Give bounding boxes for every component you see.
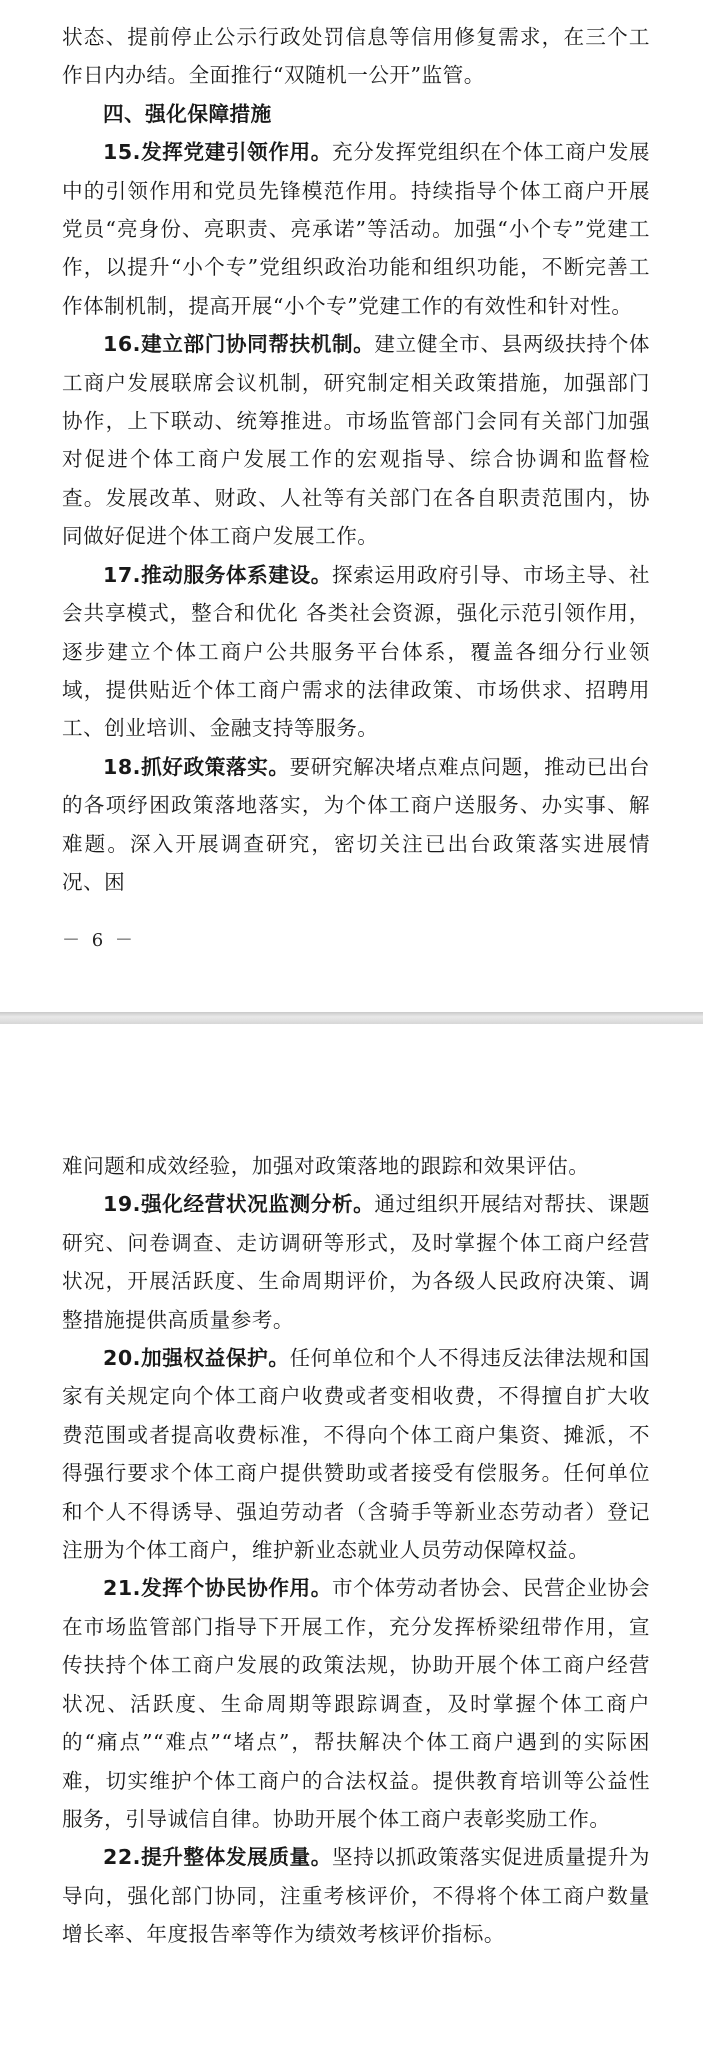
item-body: 通过组织开展结对帮扶、课题研究、问卷调查、走访调研等形式，及时掌握个体工商户经营状况，开展活跃度、生命周期评价，为各级人民政府决策、调整措施提供高质量参考。 bbox=[62, 1192, 651, 1332]
document-page-6 bbox=[0, 0, 703, 1012]
paragraph-item-16 bbox=[62, 325, 650, 555]
item-lead: 21.发挥个协民协作用。 bbox=[103, 1576, 332, 1601]
page-6-body bbox=[62, 18, 650, 901]
item-body: 要研究解决堵点难点问题，推动已出台的各项纾困政策落地落实，为个体工商户送服务、办实事、解难题。深入开展调查研究，密切关注已出台政策落实进展情况、困 bbox=[62, 754, 650, 894]
continuation-paragraph: 状态、提前停止公示行政处罚信息等信用修复需求，在三个工作日内办结。全面推行“双随机一公开”监管。 bbox=[62, 25, 650, 88]
item-body: 探索运用政府引导、市场主导、社会共享模式，整合和优化 各类社会资源，强化示范引领作用，逐步建立个体工商户公共服务平台体系，覆盖各细分行业领域，提供贴近个体工商户需求的法律政策、市场供求、招聘用工、创业培训、金融支持等服务。 bbox=[62, 562, 651, 741]
item-lead: 16.建立部门协同帮扶机制。 bbox=[103, 332, 375, 357]
page-separator bbox=[0, 1012, 703, 1024]
item-lead: 15.发挥党建引领作用。 bbox=[103, 140, 332, 165]
paragraph-item-17 bbox=[62, 556, 650, 748]
item-lead: 17.推动服务体系建设。 bbox=[103, 562, 332, 587]
continuation-paragraph: 难问题和成效经验，加强对政策落地的跟踪和效果评估。 bbox=[62, 1154, 590, 1178]
item-body: 任何单位和个人不得违反法律法规和国家有关规定向个体工商户收费或者变相收费，不得擅自扩大收费范围或者提高收费标准，不得向个体工商户集资、摊派，不得强行要求个体工商户提供赞助或者接受有偿服务。任何单位和个人不得诱导、强迫劳动者（含骑手等新业态劳动者）登记注册为个体工商户，维护新业态就业人员劳动保障权益。 bbox=[62, 1346, 650, 1563]
item-lead: 18.抓好政策落实。 bbox=[103, 754, 290, 779]
paragraph-item-19 bbox=[62, 1185, 650, 1339]
item-body: 市个体劳动者协会、民营企业协会在市场监管部门指导下开展工作，充分发挥桥梁纽带作用，宣传扶持个体工商户发展的政策法规，协助开展个体工商户经营状况、活跃度、生命周期等跟踪调查，及时掌握个体工商户的“痛点”“难点”“堵点”，帮扶解决个体工商户遇到的实际困难，切实维护个体工商户的合法权益。提供教育培训等公益性服务，引导诚信自律。协助开展个体工商户表彰奖励工作。 bbox=[62, 1576, 651, 1831]
paragraph-item-18 bbox=[62, 748, 650, 902]
paragraph-item-20 bbox=[62, 1339, 650, 1569]
item-lead: 20.加强权益保护。 bbox=[103, 1346, 290, 1371]
document-page-7 bbox=[0, 1024, 703, 2064]
page-number: － 6 － bbox=[62, 930, 136, 951]
item-body: 充分发挥党组织在个体工商户发展中的引领作用和党员先锋模范作用。持续指导个体工商户开展党员“亮身份、亮职责、亮承诺”等活动。加强“小个专”党建工作，以提升“小个专”党组织政治功能和组织功能，不断完善工作体制机制，提高开展“小个专”党建工作的有效性和针对性。 bbox=[62, 140, 651, 318]
item-lead: 19.强化经营状况监测分析。 bbox=[103, 1192, 375, 1217]
page-7-body bbox=[62, 1147, 650, 1954]
paragraph-item-21 bbox=[62, 1569, 650, 1838]
paragraph-item-22 bbox=[62, 1838, 650, 1953]
item-body: 建立健全市、县两级扶持个体工商户发展联席会议机制，研究制定相关政策措施，加强部门协作，上下联动、统筹推进。市场监管部门会同有关部门加强对促进个体工商户发展工作的宏观指导、综合协调和监督检查。发展改革、财政、人社等有关部门在各自职责范围内，协同做好促进个体工商户发展工作。 bbox=[62, 332, 651, 549]
item-body: 坚持以抓政策落实促进质量提升为导向，强化部门协同，注重考核评价，不得将个体工商户数量增长率、年度报告率等作为绩效考核评价指标。 bbox=[62, 1845, 651, 1947]
section-heading: 四、强化保障措施 bbox=[103, 101, 272, 126]
paragraph-item-15 bbox=[62, 133, 650, 325]
item-lead: 22.提升整体发展质量。 bbox=[103, 1845, 332, 1870]
